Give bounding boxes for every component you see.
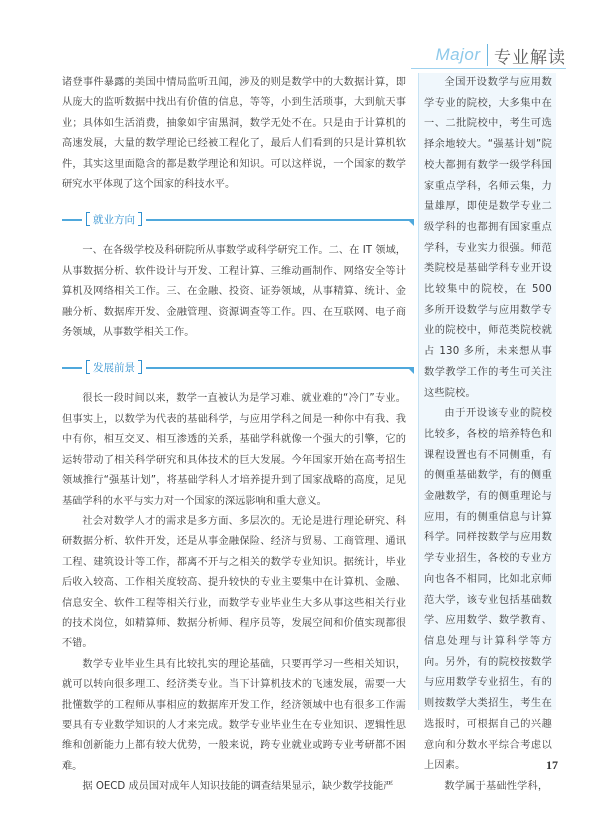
header-en-label: Major [435,45,481,64]
prospects-paragraph: 很长一段时间以来，数学一直被认为是学习难、就业难的“冷门”专业。但事实上，以数学为代表的基础科学，与应用学科之间是一种你中有我、我中有你，相互交叉、相互渗透的关系，基础学科就像一个强大的引擎，它的运转带动了相关科学研究和具体技术的巨大发展。今年国家开始在高考招生领域推行“强基计划”，将基础学科人才培养提升到了国家战略的高度，足见基础学科的水平与实力对一个国家的深远影响和重大意义。 [62,393,406,507]
employment-paragraph: 一、在各级学校及科研院所从事数学或科学研究工作。二、在 IT 领域，从事数据分析、软件设计与开发、工程计算、三维动画制作、网络安全等计算机及网络相关工作。三、在金融、投资、证券领域，从事精算、统计、金融分析、数据库开发、金融管理、资源调查等工作。四、在互联网、电子商务领域，从事数学相关工作。 [62,245,406,339]
page-header [435,41,566,69]
sidebar-paragraph: 由于开设该专业的院校比较多，各校的培养特色和课程设置也有不同侧重，有的侧重基础数学，有的侧重金融数学，有的侧重理论与应用，有的侧重信息与计算科学。同样按数学与应用数学专业招生，各校的专业方向也各不相同，比如北京师范大学，该专业包括基础数学、应用数学、数学教育、信息处理与计算科学等方向。另外，有的院校按数学与应用数学专业招生，有的则按数学大类招生，考生在选报时，可根据自己的兴趣意向和分数水平综合考虑以上因素。 [424,408,552,772]
sidebar-column [424,73,552,798]
header-underline [411,68,566,69]
section-rule-arrow [407,367,414,374]
header-zh-label: 专业解读 [494,47,566,68]
section-title: 就业方向 [93,213,135,226]
bracket-left-icon [86,212,90,226]
section-rule-arrow [407,219,414,226]
header-divider [487,44,489,66]
section-title: 发展前景 [93,361,135,374]
main-column [62,73,406,798]
intro-paragraph: 诸登事件暴露的美国中情局监听丑闻，涉及的则是数学中的大数据计算，即从庞大的监听数据中找出有价值的信息，等等，小到生活琐事，大到航天事业；具体如生活消费，抽象如宇宙黑洞，数学无处不在。只是由于计算机的高速发展，大量的数学理论已经被工程化了，最后人们看到的只是计算机软件，其实这里面隐含的都是数学理论和知识。可以这样说，一个国家的数学研究水平体现了这个国家的科技水平。 [62,77,406,191]
prospects-paragraph: 数学专业毕业生具有比较扎实的理论基础，只要再学习一些相关知识，就可以转向很多理工、经济类专业。当下计算机技术的飞速发展，需要一大批懂数学的工程师从事相应的数据库开发工作，经济领域中也有很多工作需要具有专业数学知识的人才来完成。数学专业毕业生在专业知识、逻辑性思维和创新能力上都有较大优势，一般来说，跨专业就业或跨专业考研都不困难。 [62,658,406,772]
bracket-right-icon [138,212,142,226]
page-number: 17 [546,758,558,772]
bracket-left-icon [86,360,90,374]
prospects-paragraph: 社会对数学人才的需求是多方面、多层次的。无论是进行理论研究、科研数据分析、软件开发，还是从事金融保险、经济与贸易、工商管理、通讯工程、建筑设计等工作，都离不开与之相关的数学专业知识。据统计，毕业后收入较高、工作相关度较高、提升较快的专业主要集中在计算机、金融、信息安全、软件工程等相关行业，而数学专业毕业生大多从事这些相关行业的技术岗位，如精算师、数据分析师、程序员等，发展空间和价值实现都很不错。 [62,515,406,650]
sidebar-paragraph: 数学属于基础性学科， [444,780,549,792]
section-tag [82,209,146,229]
section-heading-prospects [62,355,406,379]
prospects-paragraph: 据 OECD 成员国对成年人知识技能的调查结果显示，缺少数学技能严 [82,781,394,793]
sidebar-paragraph: 全国开设数学与应用数学专业的院校，大多集中在一、二批院校中，考生可选择余地较大。“强基计划”院校大都拥有数学一级学科国家重点学科，名师云集，力量雄厚，即使是数学专业二级学科的也都拥有国家重点学科，专业实力很强。师范类院校是基础学科专业开设比较集中的院校，在 500 多所开设数学与应用数学专业的院校中，师范类院校就占 130 多所，未来想从事数学教学工作的考生可关注这些院校。 [424,77,552,399]
section-tag [82,357,146,377]
section-heading-employment [62,207,406,231]
bracket-right-icon [138,360,142,374]
